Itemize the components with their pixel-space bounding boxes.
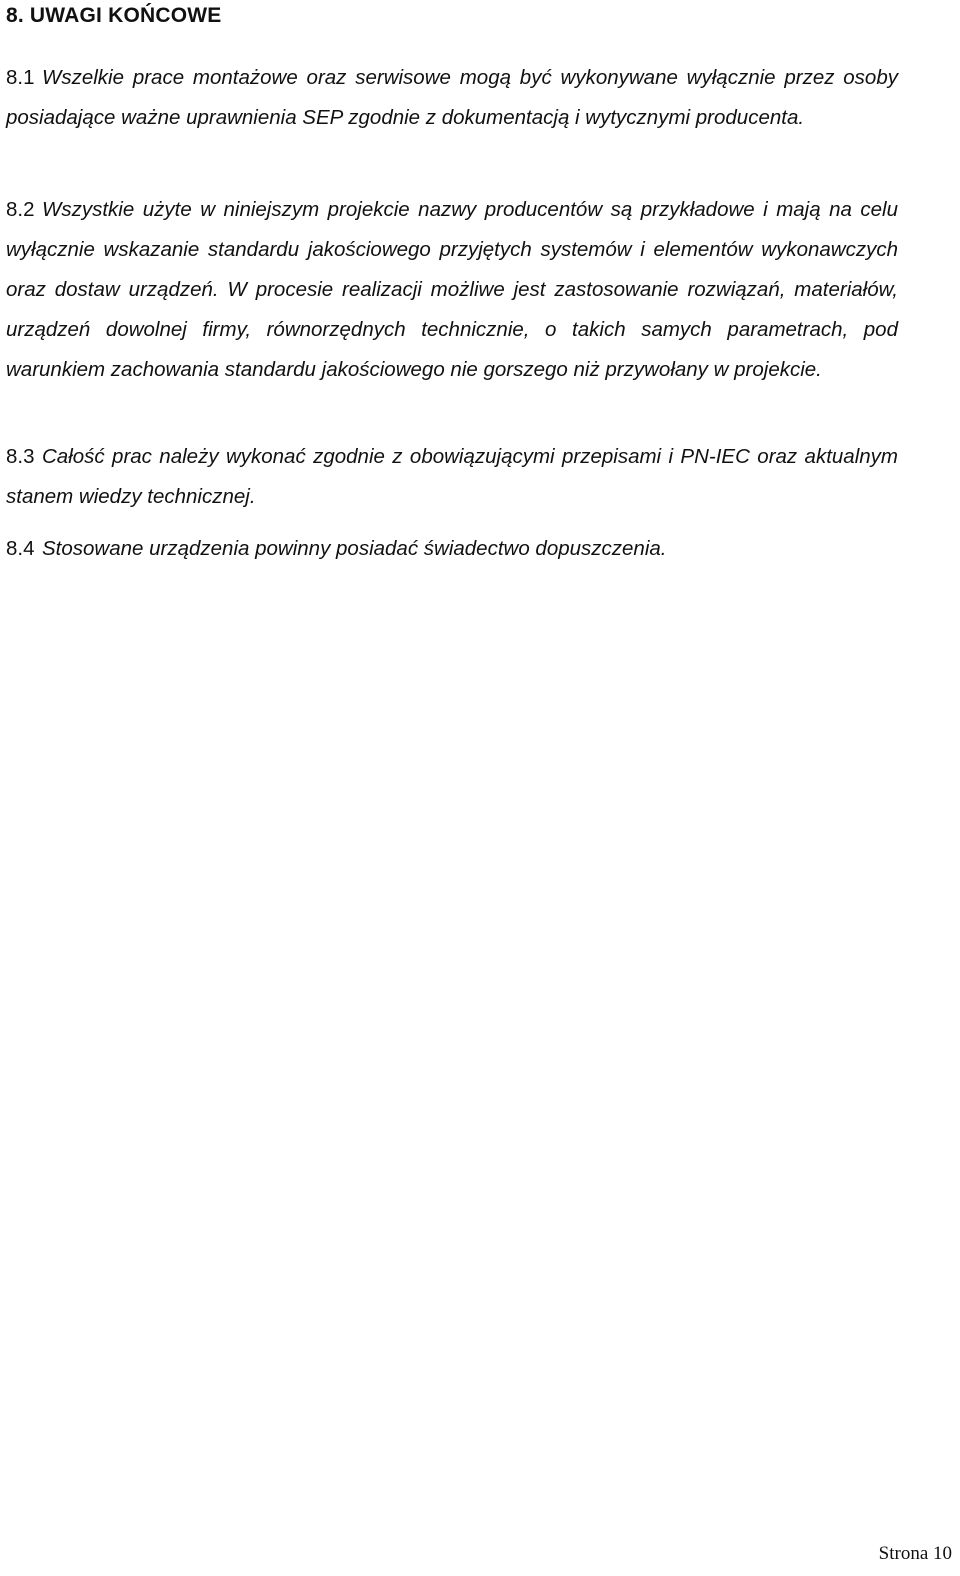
section-number: 8. xyxy=(6,4,24,27)
clause-number: 8.2 xyxy=(6,198,35,221)
clause-8-3 xyxy=(6,437,898,517)
clause-8-2 xyxy=(6,190,898,390)
section-title: UWAGI KOŃCOWE xyxy=(29,4,222,27)
clause-8-1 xyxy=(6,58,898,138)
clause-text: Stosowane urządzenia powinny posiadać świadectwo dopuszczenia. xyxy=(42,537,667,560)
page-number: Strona 10 xyxy=(878,1543,952,1564)
clause-number: 8.4 xyxy=(6,537,35,560)
clause-text: Całość prac należy wykonać zgodnie z obowiązującymi przepisami i PN-IEC oraz aktualnym stanem wiedzy technicznej. xyxy=(6,445,898,508)
clause-number: 8.3 xyxy=(6,445,35,468)
section-heading xyxy=(6,2,222,30)
clause-8-4 xyxy=(6,529,898,569)
clause-text: Wszelkie prace montażowe oraz serwisowe mogą być wykonywane wyłącznie przez osoby posiadające ważne uprawnienia SEP zgodnie z dokumentacją i wytycznymi producenta. xyxy=(6,66,898,129)
clause-number: 8.1 xyxy=(6,66,35,89)
clause-text: Wszystkie użyte w niniejszym projekcie nazwy producentów są przykładowe i mają na celu wyłącznie wskazanie standardu jakościowego przyjętych systemów i elementów wykonawczych oraz dostaw urządzeń. W procesie realizacji możliwe jest zastosowanie rozwiązań, materiałów, urządzeń dowolnej firmy, równorzędnych technicznie, o takich samych parametrach, pod warunkiem zachowania standardu jakościowego nie gorszego niż przywołany w projekcie. xyxy=(6,198,898,381)
